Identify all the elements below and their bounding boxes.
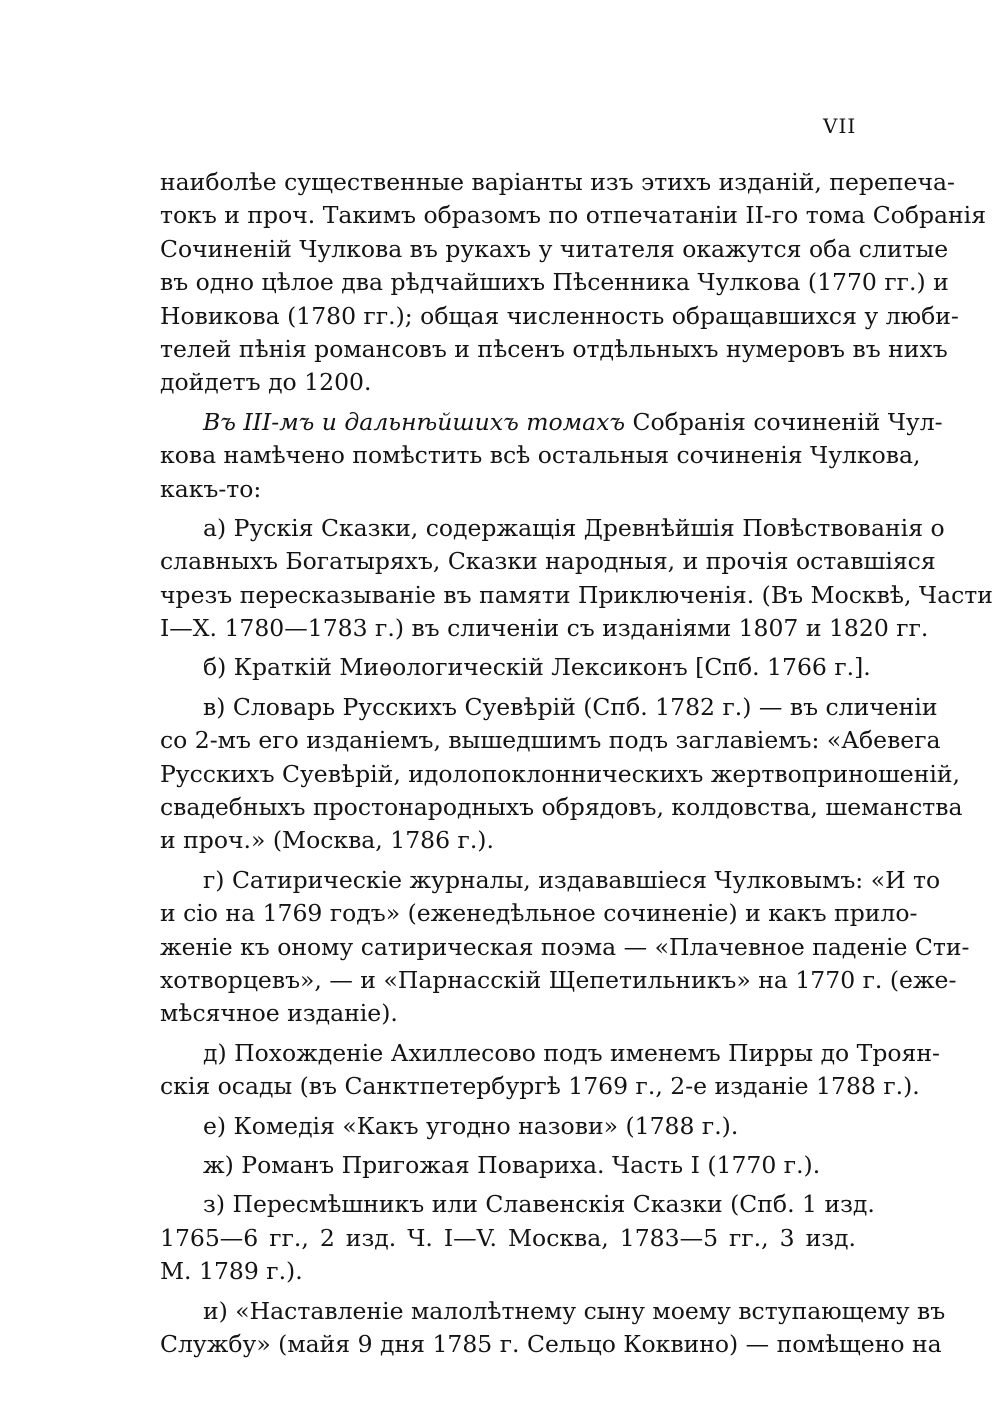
text-line: [160, 1328, 942, 1361]
text-line: [160, 333, 948, 366]
text-line: [160, 473, 856, 506]
text-line: [160, 651, 871, 684]
line-text: телей пѣнія романсовъ и пѣсенъ отдѣльныхъ нумеровъ въ нихъ: [160, 334, 948, 363]
line-text: дойдетъ до 1200.: [160, 368, 372, 397]
line-text: ж) Романъ Пригожая Повариха. Часть I (1770 г.).: [203, 1150, 821, 1179]
line-text: Службу» (майя 9 дня 1785 г. Сельцо Коквино) — помѣщено на: [160, 1329, 942, 1358]
line-text: въ одно цѣлое два рѣдчайшихъ Пѣсенника Чулкова (1770 гг.) и: [160, 268, 949, 297]
text-line: [160, 300, 959, 333]
text-line: [160, 897, 918, 930]
line-text: е) Комедія «Какъ угодно назови» (1788 г.).: [203, 1111, 739, 1140]
line-text: з) Пересмѣшникъ или Славенскія Сказки (Спб. 1 изд.: [203, 1190, 875, 1219]
text-line: [160, 758, 961, 791]
text-line: [160, 1110, 856, 1143]
text-line: [160, 864, 941, 897]
line-text: Русскихъ Суевѣрій, идолопоклонническихъ жертвоприношеній,: [160, 759, 961, 788]
line-text: свадебныхъ простонародныхъ обрядовъ, колдовства, шеманства: [160, 793, 963, 822]
text-line: [160, 997, 856, 1030]
line-text: токъ и проч. Такимъ образомъ по отпечатаніи II-го тома Собранія: [160, 201, 987, 230]
line-text: хотворцевъ», — и «Парнасскій Щепетильникъ» на 1770 г. (еже-: [160, 965, 957, 994]
line-text: женіе къ оному сатирическая поэма — «Плачевное паденіе Сти-: [160, 932, 970, 961]
line-text: кова намѣчено помѣстить всѣ остальныя сочиненія Чулкова,: [160, 441, 921, 470]
text-line: [160, 1070, 920, 1103]
text-line: [160, 1188, 875, 1221]
line-text: скія осады (въ Санктпетербургѣ 1769 г., 2-е изданіе 1788 г.).: [160, 1072, 920, 1101]
text-line: [160, 166, 955, 199]
text-line: [160, 931, 970, 964]
text-line: [160, 266, 949, 299]
line-text: а) Рускія Сказки, содержащія Древнѣйшія Повѣствованія о: [203, 513, 945, 542]
text-line: [160, 199, 987, 232]
line-text: и) «Наставленіе малолѣтнему сыну моему вступающему въ: [203, 1296, 946, 1325]
line-text: Собранія сочиненій Чул-: [632, 407, 943, 436]
text-line: [160, 233, 949, 266]
body-text: [160, 166, 993, 1361]
text-line: [160, 1295, 946, 1328]
line-text: Новикова (1780 гг.); общая численность обращавшихся у люби-: [160, 301, 959, 330]
text-line: [160, 824, 856, 857]
line-text: г) Сатирическіе журналы, издававшіеся Чулковымъ: «И то: [203, 865, 941, 894]
italic-phrase: Въ III-мъ и дальнѣйшихъ томахъ: [203, 407, 626, 436]
line-text: д) Похожденіе Ахиллесово подъ именемъ Пирры до Троян-: [203, 1038, 940, 1067]
text-line: [160, 724, 941, 757]
line-text: I—X. 1780—1783 г.) въ сличеніи съ изданіями 1807 и 1820 гг.: [160, 614, 929, 643]
text-line: [160, 512, 945, 545]
line-text: в) Словарь Русскихъ Суевѣрій (Спб. 1782 г.) — въ сличеніи: [203, 692, 938, 721]
line-text: славныхъ Богатыряхъ, Сказки народныя, и прочія оставшіяся: [160, 547, 936, 576]
text-line: [160, 691, 938, 724]
text-line: [160, 406, 943, 439]
text-line: [160, 366, 856, 399]
line-text: б) Краткій Миѳологическій Лексиконъ [Спб. 1766 г.].: [203, 653, 871, 682]
line-text: какъ-то:: [160, 474, 262, 503]
text-line: [160, 1037, 940, 1070]
line-text: 1765—6 гг., 2 изд. Ч. I—V. Москва, 1783—5 гг., 3 изд.: [160, 1223, 856, 1252]
line-text: наиболѣе существенные варіанты изъ этихъ изданій, перепеча-: [160, 168, 955, 196]
text-line: [160, 1222, 856, 1255]
line-text: чрезъ пересказываніе въ памяти Приключенія. (Въ Москвѣ, Части: [160, 580, 993, 609]
page-number: VII: [823, 114, 857, 138]
text-line: [160, 612, 929, 645]
line-text: со 2-мъ его изданіемъ, вышедшимъ подъ заглавіемъ: «Абевега: [160, 726, 941, 755]
text-line: [160, 964, 957, 997]
line-text: Сочиненій Чулкова въ рукахъ у читателя окажутся оба слитые: [160, 234, 949, 263]
text-line: [160, 791, 963, 824]
text-line: [160, 1149, 856, 1182]
line-text: и сіо на 1769 годъ» (еженедѣльное сочиненіе) и какъ прило-: [160, 899, 918, 928]
line-text: М. 1789 г.).: [160, 1257, 303, 1286]
text-line: [160, 439, 921, 472]
text-line: [160, 1255, 856, 1288]
text-line: [160, 545, 936, 578]
line-text: мѣсячное изданіе).: [160, 999, 398, 1028]
text-line: [160, 579, 993, 612]
line-text: и проч.» (Москва, 1786 г.).: [160, 826, 494, 855]
